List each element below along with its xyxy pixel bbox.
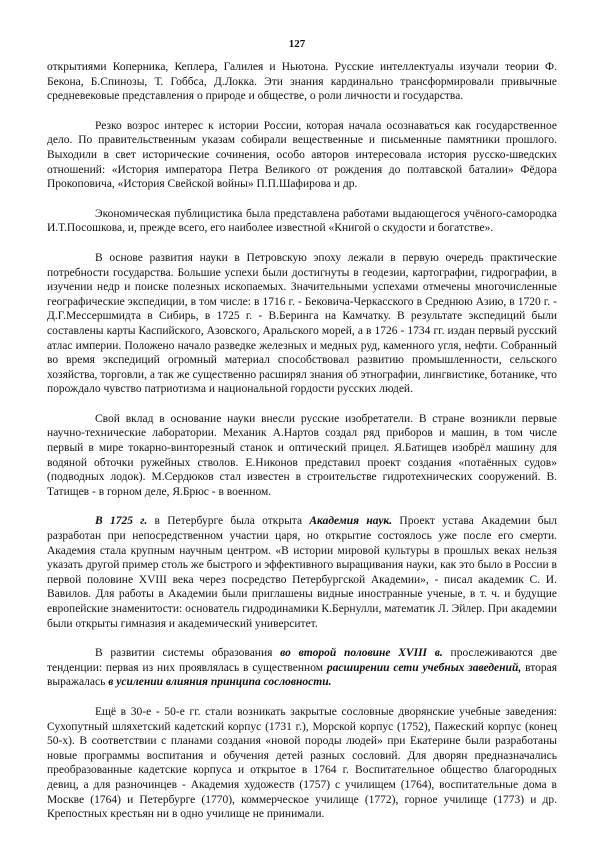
paragraph-text: прослеживаются две тенденции: первая из них проявлялась в существенном [47, 647, 557, 674]
page-body [47, 60, 557, 837]
emphasis-expansion: расширении сети учебных заведений, [326, 661, 522, 674]
paragraph-history-interest: Резко возрос интерес к истории России, которая начала осознаваться как государственное дело. По правительственным указам собирали вещественные и письменные памятники прошлого. Выходили в свет исторические сочинения, особо авторов интересовала история русско-шведских отношений: «История императора Петра Великого от рождения до полтавской баталии» Фёдора Прокоповича, «История Свейской войны» П.П.Шафирова и др. [47, 119, 557, 191]
emphasis-academy: Академия наук. [309, 515, 393, 528]
paragraph-science-development: В основе развития науки в Петровскую эпоху лежали в первую очередь практические потребности государства. Большие успехи были достигнуты в геодезии, картографии, гидрографии, в изучении недр и поиске полезных ископаемых. Значительными успехами отмечены многочисленные географические экспедиции, в том числе: в 1716 г. - Бековича-Черкасского в Среднюю Азию, в 1720 г. - Д.Г.Мессершмидта в Сибирь, в 1725 г. - В.Беринга на Камчатку. В результате экспедиций были составлены карты Каспийского, Азовского, Аральского морей, а в 1726 - 1734 гг. издан первый русский атлас империи. Положено начало разведке железных и медных руд, каменного угля, нефти. Собранный во время экспедиций огромный материал способствовал развитию промышленности, сельского хозяйства, торговли, а так же существенно расширял знания об этнографии, лингвистике, ботанике, что порождало чувство патриотизма и национальной гордости русских людей. [47, 251, 557, 396]
paragraph-text: Проект устава Академии был разработан при непосредственном участии царя, но открытие состоялось уже после его смерти. Академия стала крупным научным центром. «В истории мировой культуры в прошлых веках нельзя указать другой пример столь же быстрого и эффективного выращивания науки, как это было в России в первой половине XVIII века через посредство Петербургской Академии», - писал академик С. И. Вавилов. Для работы в Академии были приглашены видные иностранные ученые, в т. ч. и будущие европейские знаменитости: основатель гидродинамики К.Бернулли, математик Л. Эйлер. При академии были открыты гимназия и академический университет. [47, 515, 557, 630]
paragraph-education-trends [47, 646, 557, 690]
paragraph-text: В развитии системы образования [95, 647, 281, 660]
paragraph-continuation: открытиями Коперника, Кеплера, Галилея и Ньютона. Русские интеллектуалы изучали теории Ф. Бекона, Б.Спинозы, Т. Гоббса, Д.Локка. Эти знания кардинально трансформировали привычные средневековые представления о природе и обществе, о роли личности и государства. [47, 61, 557, 103]
paragraph-text: вторая выражалась [47, 661, 557, 689]
emphasis-year: В 1725 г. [95, 515, 148, 528]
emphasis-period: во второй половине XVIII в. [280, 647, 443, 660]
paragraph-inventors: Свой вклад в основание науки внесли русские изобретатели. В стране возникли первые научно-технические лаборатории. Механик А.Нартов создал ряд приборов и машин, в том числе первый в мире токарно-винторезный станок и оптический прицел. Я.Батищев изобрёл машину для водяной обточки ружейных стволов. Е.Никонов представил проект создания «потаённых судов» (подводных лодок). М.Сердюков стал известен в строительстве гидротехнических сооружений. В. Татищев - в горном деле, Я.Брюс - в военном. [47, 412, 557, 498]
emphasis-estate-principle: в усилении влияния принципа сословности. [108, 676, 332, 689]
paragraph-economic-publicism: Экономическая публицистика была представлена работами выдающегося учёного-самородка И.Т.Посошкова, и, прежде всего, его наиболее известной «Книгой о скудости и богатстве». [47, 207, 557, 235]
paragraph-estate-schools: Ещё в 30-е - 50-е гг. стали возникать закрытые сословные дворянские учебные заведения: Сухопутный шляхетский кадетский корпус (1731 г.), Морской корпус (1752), Пажеский корпус (конец 50-х). В соответствии с планами создания «новой породы людей» при Екатерине были разработаны новые программы воспитания и обучения детей разных сословий. Для дворян предназначались преобразованные кадетские корпуса и открытое в 1764 г. Воспитательное общество благородных девиц, а для разночинцев - Академия художеств (1757) с училищем (1764), воспитательные дома в Москве (1764) и Петербурге (1770), коммерческое училище (1772), горное училище (1773) и др. Крепостных крестьян ни в одно училище не принимали. [47, 705, 557, 821]
paragraph-academy-of-sciences [47, 514, 557, 631]
paragraph-text: в Петербурге была открыта [147, 515, 310, 528]
page-number: 127 [288, 38, 306, 50]
